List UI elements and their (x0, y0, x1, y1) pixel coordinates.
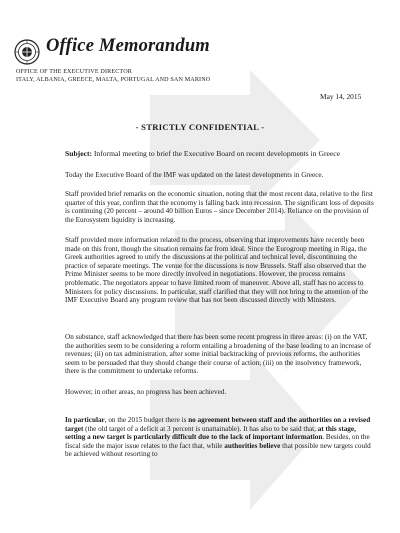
memo-title: Office Memorandum (46, 36, 210, 56)
p6-part-c: no agreement between staff and the authorities on a revised target (65, 416, 371, 433)
subject-text: Informal meeting to brief the Executive Board on recent developments in Greece (92, 149, 340, 158)
subject-label: Subject: (65, 149, 92, 158)
paragraph-2: Staff provided brief remarks on the economic situation, noting that the most recent data, relative to the first quarter of this year, confirm that the economy is falling back into recession. The significant loss of deposits is continuing (20 percent – around 40 billion Euros – since December 2014). Reliance on the provision of the Eurosystem liquidity is increasing. (65, 190, 374, 224)
p6-part-d: (the old target of a deficit at 3 percent is unattainable). It has also to be said that, (83, 424, 318, 433)
paragraph-5: However, in other areas, no progress has been achieved. (65, 388, 227, 396)
p6-part-b: , on the 2015 budget there is (104, 416, 189, 424)
p6-part-g: authorities believe (224, 441, 281, 450)
subject-line (65, 149, 340, 158)
p6-part-h: that possible new targets could be achieved without resorting to (65, 441, 371, 459)
p6-part-a: In particular (65, 416, 105, 424)
paragraph-1: Today the Executive Board of the IMF was updated on the latest developments in Greece. (65, 171, 324, 179)
p6-part-e: at this stage, setting a new target is particularly difficult due to the lack of important information (65, 424, 356, 442)
office-line-1: OFFICE OF THE EXECUTIVE DIRECTOR (16, 69, 132, 75)
imf-seal-icon (14, 39, 40, 65)
confidential-heading: - STRICTLY CONFIDENTIAL - (135, 122, 265, 132)
office-line-2: ITALY, ALBANIA, GREECE, MALTA, PORTUGAL AND SAN MARINO (16, 77, 211, 83)
memo-date: May 14, 2015 (320, 92, 362, 101)
paragraph-6 (65, 416, 375, 459)
p6-part-f: . Besides, on the fiscal side the major issue relates to the fact that, while (65, 433, 370, 450)
paragraph-4: On substance, staff acknowledged that there has been some recent progress in three areas: (i) on the VAT, the authorities seem to be considering a reform entailing a broadening of the base leading to an increase of revenues; (ii) on tax administration, after some initial backtracking of previous reforms, the authorities seem to be persuaded that they should change their course of action; (iii) on the insolvency framework, there is the commitment to undertake reforms. (65, 333, 372, 376)
paragraph-3: Staff provided more information related to the process, observing that improvements have recently been made on this front, though the situation remains far from ideal. Since the Eurogroup meeting in Riga, the Greek authorities agreed to unify the discussions at the political and technical level, discontinuing the practice of separate meetings. The venue for the discussions is now Brussels. Staff also observed that the Prime Minister seems to be more directly involved in negotiations. However, the process remains problematic. The negotiators appear to have limited room of maneuver. Above all, staff has no access to Ministers for policy discussions. In particular, staff clarified that they will not bring to the attention of the IMF Executive Board any program review that has not been discussed directly with Ministers. (65, 236, 369, 305)
